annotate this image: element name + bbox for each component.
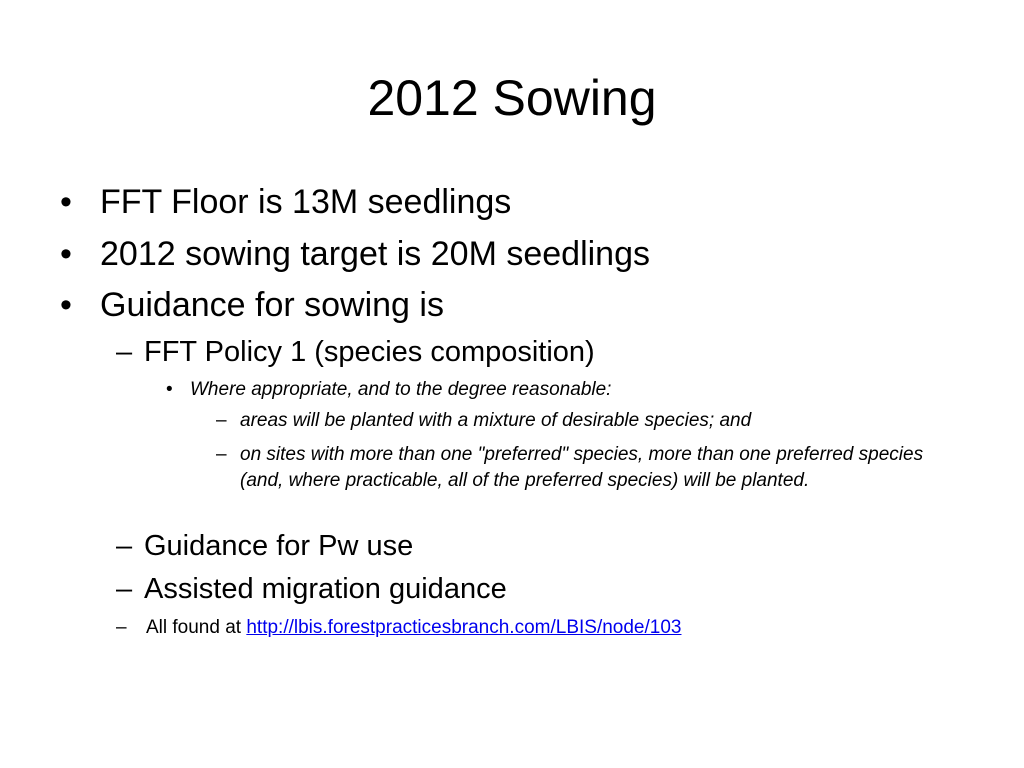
lbis-link[interactable]: http://lbis.forestpracticesbranch.com/LBIS/node/103 <box>246 617 682 638</box>
sub-bullet-text: FFT Policy 1 (species composition) <box>144 336 595 368</box>
bullet-text: Guidance for sowing is <box>100 286 444 324</box>
found-at-prefix: All found at <box>146 617 247 638</box>
policy-point-text: areas will be planted with a mixture of desirable species; and <box>240 410 752 431</box>
bullet-marker: • <box>60 235 72 273</box>
dash-marker: – <box>116 336 133 368</box>
policy-point-text: on sites with more than one "preferred" species, more than one preferred species (and, where practicable, all of the preferred species) will be planted. <box>240 444 924 491</box>
sub-bullet-text: Guidance for Pw use <box>144 530 414 562</box>
dash-marker: – <box>216 444 227 465</box>
bullet-text: 2012 sowing target is 20M seedlings <box>100 235 650 273</box>
bullet-marker: • <box>60 183 72 221</box>
policy-point-item <box>216 442 956 522</box>
dash-marker: – <box>116 573 133 605</box>
bullet-marker: • <box>166 379 173 400</box>
dash-marker: – <box>216 410 227 431</box>
sub-bullet-text: Assisted migration guidance <box>144 573 507 605</box>
bullet-text: FFT Floor is 13M seedlings <box>100 183 512 221</box>
slide-title: 2012 Sowing <box>367 70 657 126</box>
dash-marker: – <box>116 530 133 562</box>
policy-intro-text: Where appropriate, and to the degree reasonable: <box>190 379 612 400</box>
dash-marker: – <box>116 617 127 638</box>
bullet-marker: • <box>60 286 72 324</box>
